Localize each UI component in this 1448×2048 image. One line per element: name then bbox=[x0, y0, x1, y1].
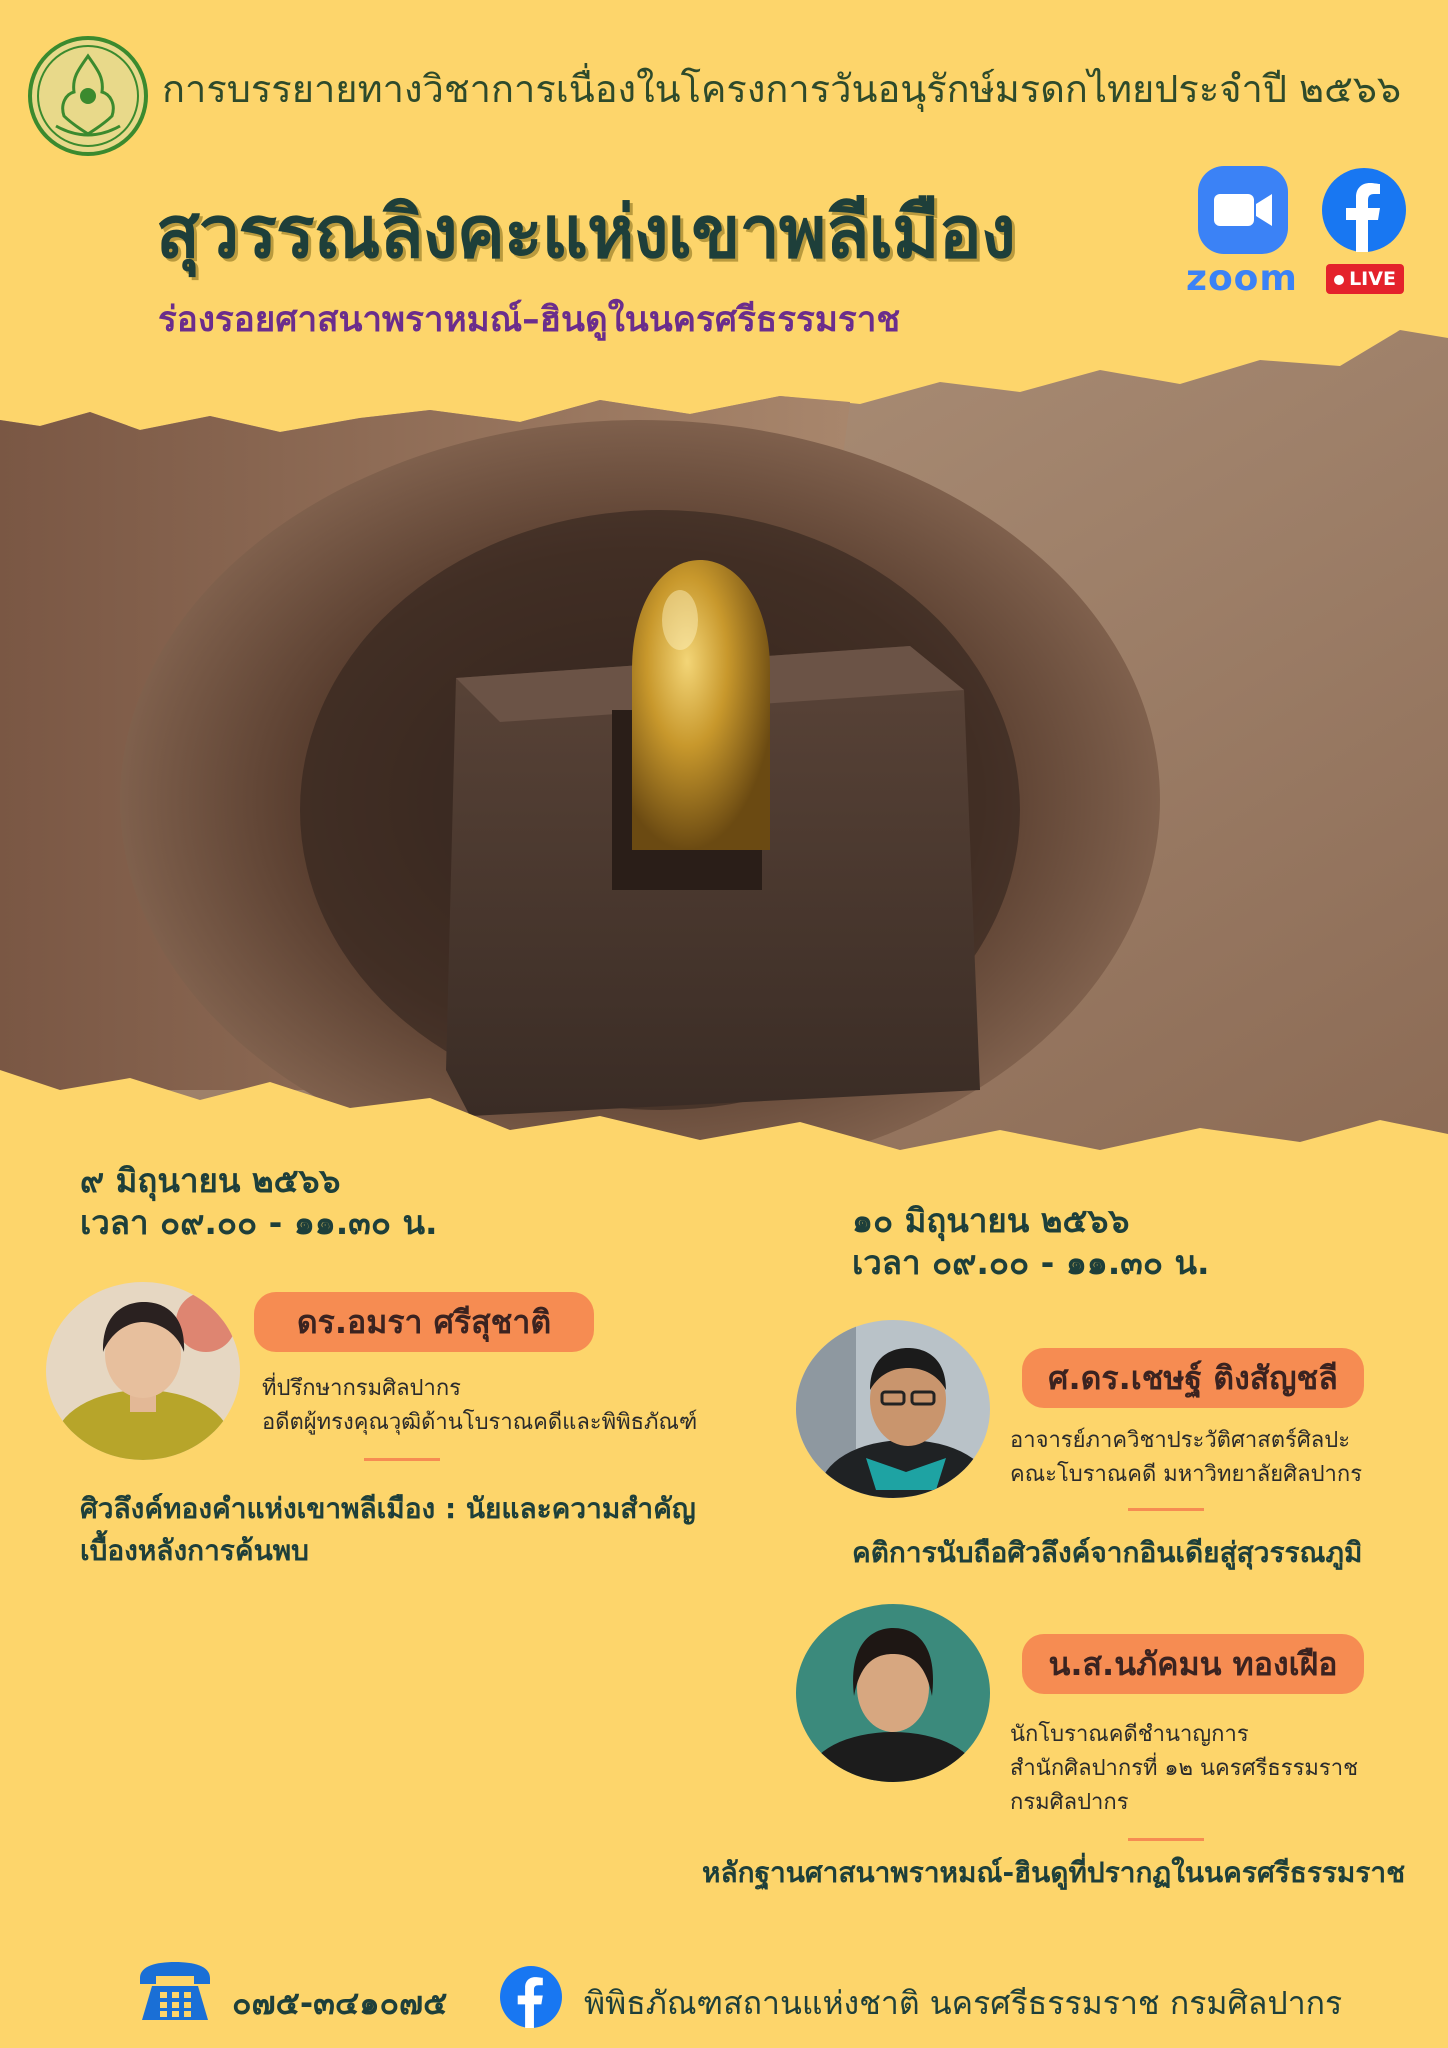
speaker-amara-role-line2: อดีตผู้ทรงคุณวุฒิด้านโบราณคดีและพิพิธภัณฑ์ bbox=[262, 1410, 698, 1435]
live-badge bbox=[1326, 264, 1404, 294]
session2-time: เวลา ๐๙.๐๐ - ๑๑.๓๐ น. bbox=[852, 1243, 1210, 1282]
speaker-chedha-name: ศ.ดร.เชษฐ์ ติงสัญชลี bbox=[1022, 1348, 1364, 1408]
speaker-napakamon-avatar bbox=[796, 1604, 990, 1782]
session1-datetime bbox=[80, 1160, 438, 1244]
session1-date: ๙ มิถุนายน ๒๕๖๖ bbox=[80, 1161, 341, 1200]
telephone-icon[interactable] bbox=[136, 1958, 214, 2024]
speaker-chedha-role-line2: คณะโบราณคดี มหาวิทยาลัยศิลปากร bbox=[1010, 1462, 1363, 1487]
phone-number[interactable]: ๐๗๕-๓๔๑๐๗๕ bbox=[232, 1984, 448, 2022]
zoom-label: zoom bbox=[1186, 258, 1298, 299]
session2-date: ๑๐ มิถุนายน ๒๕๖๖ bbox=[852, 1201, 1130, 1240]
zoom-icon[interactable] bbox=[1198, 166, 1288, 254]
event-series-subtitle: การบรรยายทางวิชาการเนื่องในโครงการวันอนุรักษ์มรดกไทยประจำปี ๒๕๖๖ bbox=[162, 67, 1402, 111]
speaker-amara-role bbox=[262, 1372, 697, 1440]
session2-datetime bbox=[852, 1200, 1210, 1284]
speaker-amara-avatar bbox=[46, 1282, 240, 1460]
divider bbox=[1128, 1838, 1204, 1841]
speaker-amara-name: ดร.อมรา ศรีสุชาติ bbox=[254, 1292, 594, 1352]
speaker-napakamon-role-line3: กรมศิลปากร bbox=[1010, 1790, 1129, 1815]
session1-topic bbox=[80, 1488, 696, 1572]
facebook-page-name[interactable]: พิพิธภัณฑสถานแห่งชาติ นครศรีธรรมราช กรมศิลปากร bbox=[584, 1984, 1343, 2022]
live-dot-icon bbox=[1334, 275, 1344, 285]
session1-topic-line2: เบื้องหลังการค้นพบ bbox=[80, 1534, 309, 1567]
speaker-amara-role-line1: ที่ปรึกษากรมศิลปากร bbox=[262, 1376, 461, 1401]
speaker-chedha-avatar bbox=[796, 1320, 990, 1498]
page-tagline: ร่องรอยศาสนาพราหมณ์–ฮินดูในนครศรีธรรมราช bbox=[158, 300, 901, 340]
facebook-icon[interactable] bbox=[500, 1966, 562, 2028]
live-label: LIVE bbox=[1349, 268, 1396, 290]
speaker-chedha-role bbox=[1010, 1424, 1362, 1492]
divider bbox=[364, 1458, 440, 1461]
speaker-napakamon-role-line2: สำนักศิลปากรที่ ๑๒ นครศรีธรรมราช bbox=[1010, 1756, 1359, 1781]
page-title: สุวรรณลิงคะแห่งเขาพลีเมือง bbox=[156, 190, 1015, 274]
divider bbox=[1128, 1508, 1204, 1511]
speaker-napakamon-role bbox=[1010, 1718, 1358, 1820]
department-seal-logo bbox=[26, 34, 150, 158]
speaker-napakamon-role-line1: นักโบราณคดีชำนาญการ bbox=[1010, 1722, 1249, 1747]
speaker-chedha-role-line1: อาจารย์ภาควิชาประวัติศาสตร์ศิลปะ bbox=[1010, 1428, 1351, 1453]
facebook-icon[interactable] bbox=[1322, 168, 1406, 252]
session1-topic-line1: ศิวลึงค์ทองคำแห่งเขาพลีเมือง : นัยและความสำคัญ bbox=[80, 1492, 696, 1525]
session2-topic-a: คติการนับถือศิวลึงค์จากอินเดียสู่สุวรรณภูมิ bbox=[852, 1536, 1363, 1569]
session1-time: เวลา ๐๙.๐๐ - ๑๑.๓๐ น. bbox=[80, 1203, 438, 1242]
golden-lingam-photo bbox=[0, 330, 1448, 1190]
session2-topic-b: หลักฐานศาสนาพราหมณ์-ฮินดูที่ปรากฏในนครศรีธรรมราช bbox=[702, 1856, 1406, 1889]
speaker-napakamon-name: น.ส.นภัคมน ทองเฝือ bbox=[1022, 1634, 1364, 1694]
